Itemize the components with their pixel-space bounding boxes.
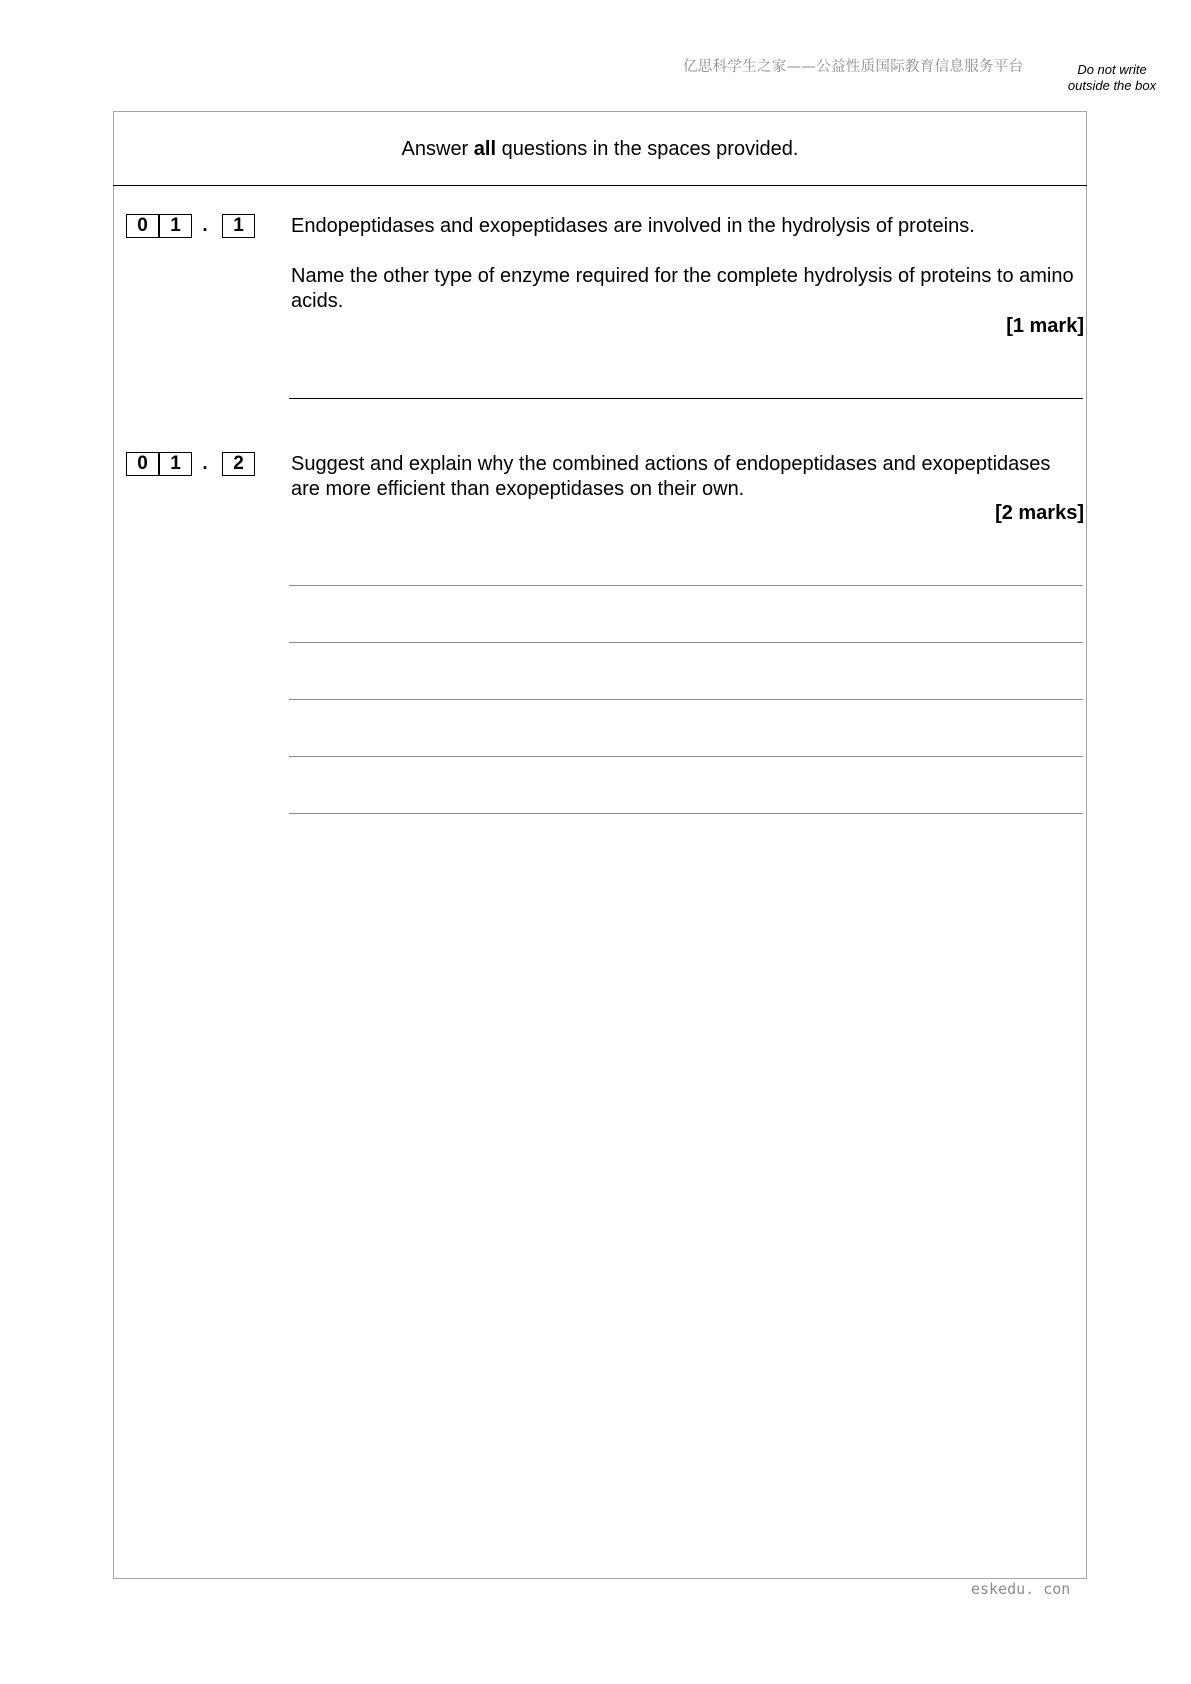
instruction-text-start: Answer bbox=[401, 138, 474, 160]
marks-label: [1 mark] bbox=[1006, 315, 1084, 337]
margin-note: Do not write outside the box bbox=[1067, 62, 1157, 93]
answer-line[interactable] bbox=[289, 398, 1083, 399]
answer-frame bbox=[113, 111, 1087, 1579]
question-text: Name the other type of enzyme required for the complete hydrolysis of proteins to amino acids. bbox=[291, 265, 1074, 312]
question-number-separator: . bbox=[202, 453, 208, 474]
instruction-text-bold: all bbox=[473, 138, 497, 160]
answer-line[interactable] bbox=[289, 813, 1083, 814]
header-watermark: 亿思科学生之家——公益性质国际教育信息服务平台 bbox=[683, 59, 1024, 75]
question-number-01-1 bbox=[126, 214, 258, 238]
marks-label: [2 marks] bbox=[995, 502, 1084, 524]
question-number-digit: 1 bbox=[159, 452, 192, 476]
question-part-digit: 2 bbox=[222, 452, 255, 476]
instructions bbox=[113, 138, 1087, 161]
question-text: Suggest and explain why the combined actions of endopeptidases and exopeptidases are more efficient than exopeptidases on their own. bbox=[291, 453, 1051, 500]
question-number-digit: 1 bbox=[159, 214, 192, 238]
answer-line[interactable] bbox=[289, 585, 1083, 586]
instruction-text-end: questions in the spaces provided. bbox=[496, 138, 799, 160]
question-number-01-2 bbox=[126, 452, 258, 476]
footer-watermark: eskedu. con bbox=[971, 1580, 1071, 1598]
question-text: Endopeptidases and exopeptidases are involved in the hydrolysis of proteins. bbox=[291, 215, 975, 237]
answer-line[interactable] bbox=[289, 642, 1083, 643]
answer-line[interactable] bbox=[289, 699, 1083, 700]
answer-line[interactable] bbox=[289, 756, 1083, 757]
question-number-digit: 0 bbox=[126, 214, 159, 238]
question-number-separator: . bbox=[202, 215, 208, 236]
question-part-digit: 1 bbox=[222, 214, 255, 238]
question-number-digit: 0 bbox=[126, 452, 159, 476]
instruction-divider bbox=[113, 185, 1087, 186]
